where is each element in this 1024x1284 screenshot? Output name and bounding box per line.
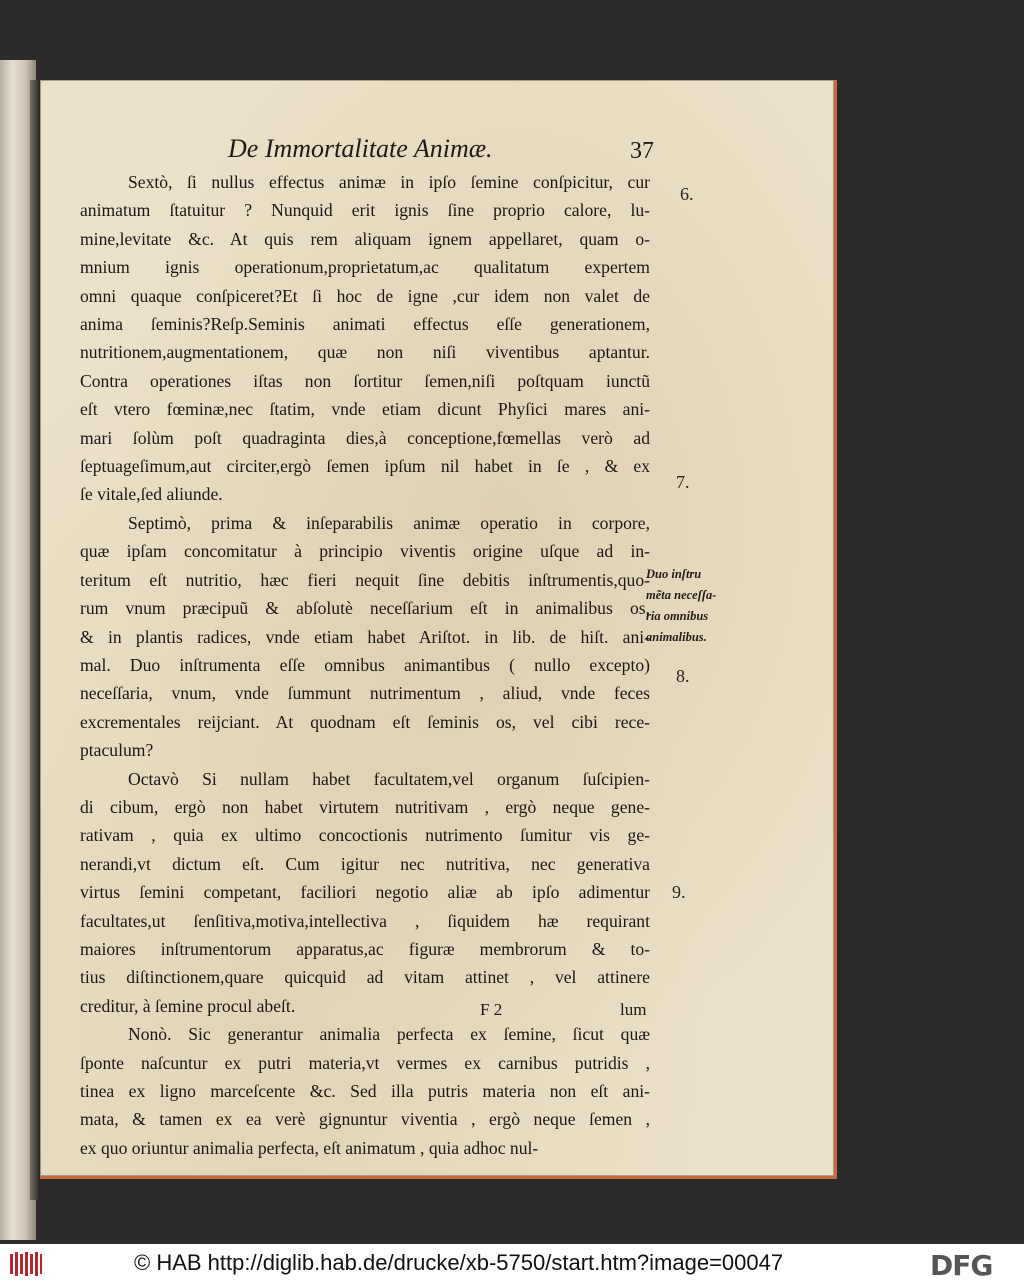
text-line: tius diſtinctionem,quare quicquid ad vitam attinet , vel attinere bbox=[80, 967, 650, 988]
margin-note-line: ria omnibus bbox=[646, 609, 709, 623]
text-line: Octavò Si nullam habet facultatem,vel organum ſuſcipien- bbox=[128, 768, 650, 789]
text-line: ptaculum? bbox=[80, 740, 154, 761]
text-line: Nonò. Sic generantur animalia perfecta ex ſemine, ſicut quæ bbox=[128, 1024, 650, 1045]
text-line: di cibum, ergò non habet virtutem nutritivam , ergò neque gene- bbox=[80, 796, 650, 817]
text-line: ſe vitale,ſed aliunde. bbox=[80, 484, 223, 505]
page-number: 37 bbox=[630, 138, 654, 164]
margin-number-8: 8. bbox=[676, 666, 690, 686]
text-line: facultates,ut ſenſitiva,motiva,intellectiva , ſiquidem hæ requirant bbox=[80, 910, 650, 931]
text-line: creditur, à ſemine procul abeſt. bbox=[80, 995, 296, 1016]
text-line: ſponte naſcuntur ex putri materia,vt vermes ex carnibus putridis , bbox=[80, 1052, 650, 1073]
text-line: teritum eſt nutritio, hæc fieri nequit ſine debitis inſtrumentis,quo- bbox=[80, 569, 650, 590]
text-line: rum vnum præcipuũ & abſolutè neceſſarium eſt in animalibus os, bbox=[80, 598, 650, 619]
text-line: omni quaque conſpiceret?Et ſi hoc de igne ,cur idem non valet de bbox=[80, 285, 650, 306]
signature-mark: F 2 bbox=[480, 1000, 503, 1019]
footer-bar bbox=[0, 1244, 1024, 1284]
text-line: quæ ipſam concomitatur à principio viventis origine uſque ad in- bbox=[80, 541, 650, 562]
margin-note-line: mẽta neceſſa- bbox=[646, 588, 717, 602]
body-text bbox=[80, 168, 650, 1162]
text-line: anima ſeminis?Reſp.Seminis animati effectus eſſe generationem, bbox=[80, 314, 650, 335]
text-line: mari ſolùm poſt quadraginta dies,à conceptione,fœmellas verò ad bbox=[80, 427, 650, 448]
book-page bbox=[40, 80, 837, 1179]
text-line: animatum ſtatuitur ? Nunquid erit ignis ſine proprio calore, lu- bbox=[80, 200, 650, 221]
footer-copyright-url: © HAB http://diglib.hab.de/drucke/xb-5750/start.htm?image=00047 bbox=[134, 1250, 784, 1275]
text-line: virtus ſemini competant, faciliori negotio aliæ ab ipſo adimentur bbox=[80, 882, 650, 903]
text-line: mnium ignis operationum,proprietatum,ac qualitatum expertem bbox=[80, 257, 650, 278]
text-line: tinea ex ligno marceſcente &c. Sed illa putris materia non eſt ani- bbox=[80, 1081, 650, 1101]
text-line: mata, & tamen ex ea verè gignuntur viventia , ergò neque ſemen , bbox=[80, 1109, 650, 1130]
text-line: neceſſaria, vnum, vnde ſummunt nutrimentum , aliud, vnde feces bbox=[80, 683, 650, 704]
running-head: De Immortalitate Animæ. bbox=[228, 134, 493, 163]
book-spine bbox=[30, 80, 38, 1200]
hab-logo-icon bbox=[8, 1250, 44, 1278]
dfg-logo: DFG bbox=[930, 1249, 993, 1282]
text-line: mal. Duo inſtrumenta eſſe omnibus animantibus ( nullo excepto) bbox=[80, 654, 650, 675]
text-line: ex quo oriuntur animalia perfecta, eſt animatum , quia adhoc nul- bbox=[80, 1137, 539, 1158]
text-line: maiores inſtrumentorum apparatus,ac figuræ membrorum & to- bbox=[80, 938, 650, 959]
text-line: mine,levitate &c. At quis rem aliquam ignem appellaret, quam o- bbox=[80, 228, 650, 249]
text-line: Septimò, prima & inſeparabilis animæ operatio in corpore, bbox=[128, 512, 650, 533]
margin-note-line: Duo inſtru bbox=[646, 567, 702, 581]
margin-note-line: animalibus. bbox=[646, 630, 707, 644]
text-line: ſeptuageſimum,aut circiter,ergò ſemen ipſum nil habet in ſe , & ex bbox=[80, 456, 650, 477]
text-line: Contra operationes iſtas non ſortitur ſemen,niſi poſtquam iunctũ bbox=[80, 370, 650, 391]
catchword: lum bbox=[620, 1000, 647, 1019]
text-line: eſt vtero fœminæ,nec ſtatim, vnde etiam dicunt Phyſici mares ani- bbox=[80, 399, 650, 420]
margin-number-9: 9. bbox=[672, 882, 686, 902]
text-line: rativam , quia ex ultimo concoctionis nutrimento ſumitur vis ge- bbox=[80, 825, 650, 846]
margin-note bbox=[646, 564, 738, 648]
text-line: nerandi,vt dictum eſt. Cum igitur nec nutritiva, nec generativa bbox=[80, 853, 650, 874]
margin-number-7: 7. bbox=[676, 472, 690, 492]
text-line: Sextò, ſi nullus effectus animæ in ipſo ſemine conſpicitur, cur bbox=[128, 172, 650, 192]
text-line: excrementales reijciant. At quodnam eſt ſeminis os, vel cibi rece- bbox=[80, 711, 650, 732]
text-line: & in plantis radices, vnde etiam habet Ariſtot. in lib. de hiſt. ani- bbox=[80, 626, 650, 647]
margin-number-6: 6. bbox=[680, 184, 694, 204]
text-line: nutritionem,augmentationem, quæ non niſi viventibus aptantur. bbox=[80, 342, 650, 363]
